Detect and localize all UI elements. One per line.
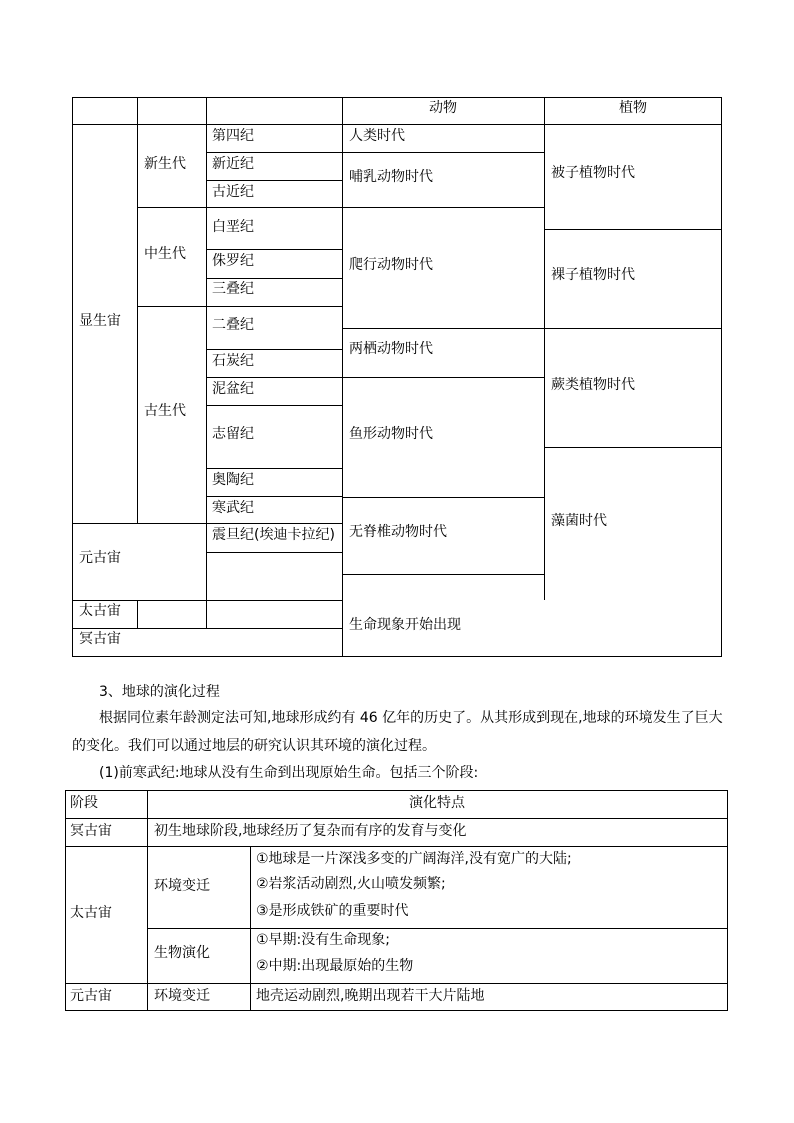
t2-bio-item-2: ②中期:出现最原始的生物 xyxy=(256,958,414,974)
era-paleozoic: 古生代 xyxy=(144,403,186,419)
period-jurassic: 侏罗纪 xyxy=(212,253,254,269)
header-plant: 植物 xyxy=(619,100,647,116)
period-cambrian: 寒武纪 xyxy=(212,500,254,516)
period-devonian: 泥盆纪 xyxy=(212,381,254,397)
plant-gymnosperm: 裸子植物时代 xyxy=(551,267,635,283)
t2-bio-item-1: ①早期:没有生命现象; xyxy=(256,932,390,948)
t2-env-item-1: ①地球是一片深浅多变的广阔海洋,没有宽广的大陆; xyxy=(256,851,572,867)
t2-header-stage: 阶段 xyxy=(70,795,98,811)
animal-amphibian: 两栖动物时代 xyxy=(349,341,433,357)
era-mesozoic: 中生代 xyxy=(144,246,186,262)
animal-invertebrate: 无脊椎动物时代 xyxy=(349,524,447,540)
eon-phanerozoic: 显生宙 xyxy=(79,313,121,329)
period-ordovician: 奥陶纪 xyxy=(212,472,254,488)
animal-reptile: 爬行动物时代 xyxy=(349,257,433,273)
section-subheading: (1)前寒武纪:地球从没有生命到出现原始生命。包括三个阶段: xyxy=(99,765,479,781)
eon-proterozoic: 元古宙 xyxy=(79,550,121,566)
period-neogene: 新近纪 xyxy=(212,156,254,172)
t2-archean: 太古宙 xyxy=(70,905,112,921)
t2-env-item-2: ②岩浆活动剧烈,火山喷发频繁; xyxy=(256,876,446,892)
period-carboniferous: 石炭纪 xyxy=(212,353,254,369)
t2-hadean-text: 初生地球阶段,地球经历了复杂而有序的发育与变化 xyxy=(154,823,467,839)
animal-origin: 生命现象开始出现 xyxy=(349,617,461,633)
plant-angiosperm: 被子植物时代 xyxy=(551,165,635,181)
period-silurian: 志留纪 xyxy=(212,426,254,442)
eon-archean: 太古宙 xyxy=(79,603,121,619)
t2-hadean: 冥古宙 xyxy=(70,823,112,839)
period-cretaceous: 白垩纪 xyxy=(212,219,254,235)
section-paragraph-line1: 根据同位素年龄测定法可知,地球形成约有 46 亿年的历史了。从其形成到现在,地球的环境发生了巨大 xyxy=(99,710,723,726)
t2-prot-text: 地壳运动剧烈,晚期出现若干大片陆地 xyxy=(256,988,485,1004)
period-triassic: 三叠纪 xyxy=(212,281,254,297)
plant-fern: 蕨类植物时代 xyxy=(551,377,635,393)
section-heading: 3、地球的演化过程 xyxy=(99,684,220,700)
t2-header-features: 演化特点 xyxy=(409,795,465,811)
t2-prot-env: 环境变迁 xyxy=(154,988,210,1004)
t2-env-change: 环境变迁 xyxy=(154,878,210,894)
period-quaternary: 第四纪 xyxy=(212,128,254,144)
period-sinian: 震旦纪(埃迪卡拉纪) xyxy=(212,527,335,543)
period-paleogene: 古近纪 xyxy=(212,184,254,200)
animal-human: 人类时代 xyxy=(349,128,405,144)
t2-bio-evolution: 生物演化 xyxy=(154,945,210,961)
animal-mammal: 哺乳动物时代 xyxy=(349,169,433,185)
t2-env-item-3: ③是形成铁矿的重要时代 xyxy=(256,903,409,919)
header-animal: 动物 xyxy=(429,100,457,116)
plant-algae: 藻菌时代 xyxy=(551,513,607,529)
section-paragraph-line2: 的变化。我们可以通过地层的研究认识其环境的演化过程。 xyxy=(72,738,436,754)
era-cenozoic: 新生代 xyxy=(144,156,186,172)
animal-fish: 鱼形动物时代 xyxy=(349,426,433,442)
t2-proterozoic: 元古宙 xyxy=(70,988,112,1004)
period-permian: 二叠纪 xyxy=(212,317,254,333)
eon-hadean: 冥古宙 xyxy=(79,631,121,647)
